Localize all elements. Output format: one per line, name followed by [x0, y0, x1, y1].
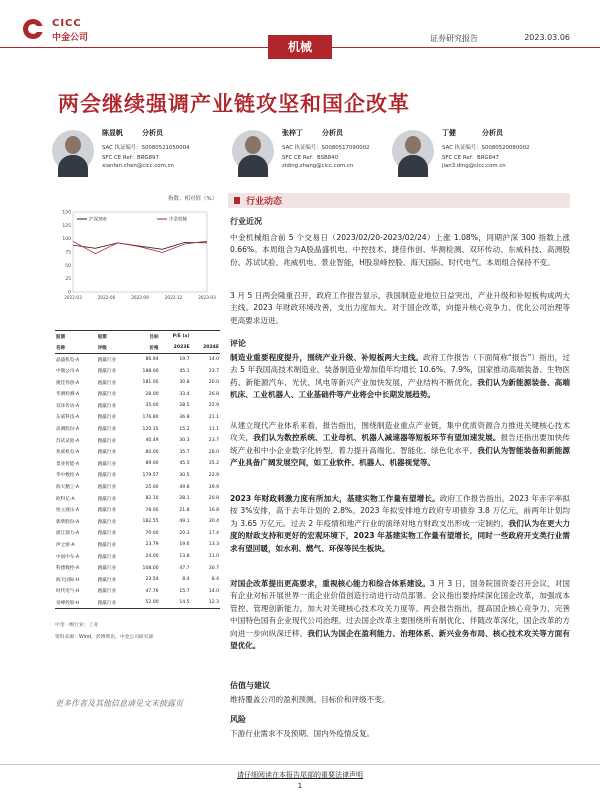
paragraph-comment-2	[230, 420, 570, 470]
table-cell: 11.0	[208, 554, 219, 560]
table-note-source: 资料来源：Wind，彭博资讯，中金公司研究部	[55, 635, 154, 640]
analyst-card	[392, 126, 567, 186]
table-cell: 欧科亿-A	[56, 496, 75, 502]
table-cell: 21.8	[179, 507, 190, 513]
comment-1-body: 政府工作报告（下面简称“报告”）指出，过去 5 年我国高技术制造业、装备制造业增加值年均增长 10.6%、7.9%，国家推动高端装备、生物医药、新能源汽车、光伏、风电等新兴产业加快发展，产业结构不断优化。	[230, 353, 571, 387]
table-cell: 苏试试验-A	[56, 438, 80, 444]
coverage-table	[55, 330, 220, 609]
table-cell: 跑赢行业	[97, 438, 117, 444]
table-cell: 49.1	[179, 519, 190, 525]
paragraph-valuation: 维持覆盖公司的盈利预测、目标价和评级不变。	[230, 695, 390, 704]
table-cell: 11.1	[208, 426, 219, 432]
table-cell: 海天国际-H	[56, 577, 80, 583]
x-tick-label: 2022-03	[64, 295, 82, 300]
table-header-cell: 名称	[56, 345, 66, 351]
table-row	[55, 377, 220, 389]
table-cell: 33.7	[208, 368, 219, 374]
analyst-sac: SAC 执证编号：S0080520080002	[442, 145, 530, 151]
table-cell: 36.8	[179, 414, 190, 420]
table-cell: 20.0	[208, 380, 219, 386]
table-row	[55, 493, 220, 505]
table-row	[55, 446, 220, 458]
table-cell: 华测检测-A	[56, 392, 80, 398]
y-tick-label: 100	[62, 237, 71, 243]
analyst-sfc: SFC CE Ref：BRG847	[442, 155, 499, 161]
analyst-card	[52, 126, 227, 186]
table-row	[55, 597, 220, 609]
table-cell: 40.49	[145, 438, 159, 444]
table-cell: 49.8	[179, 484, 190, 490]
table-row	[55, 354, 220, 366]
table-cell: 跑赢行业	[97, 427, 117, 433]
comment-1-conclusion: 我们认为新能源装备、高端机床、工业机器人、工业基础件等产业将会中长期发展趋势。	[230, 377, 571, 400]
table-cell: 35.00	[145, 403, 159, 409]
comment-4-lead: 对国企改革提出更高要求，重视核心能力和综合体系建设。	[230, 579, 430, 588]
analyst-role: 分析员	[482, 129, 503, 137]
heading-risk: 风险	[230, 715, 246, 724]
y-tick-label: 125	[62, 223, 71, 229]
table-cell: 24.00	[145, 554, 159, 560]
comment-4-body: 3 月 3 日，国务院国资委召开会议，对国有企业对标开展世界一流企业价值创造行动进行动员部署。会议指出要持续深化国企改革，加强成本管控、管理创新能力，加大对关键核心技术攻关力度等。两会报告指出，提高国企核心竞争力，完善中国特色国有企业现代公司治理。过去国企改革主要围绕所有制优化、伴随改革深化，国企改革的方向进一步向纵深迁移。	[230, 579, 570, 638]
table-cell: 78.00	[145, 507, 159, 513]
analyst-sac: SAC 执证编号：S0080517090002	[282, 145, 370, 151]
table-cell: 86.94	[145, 357, 159, 363]
analyst-email[interactable]: jian3.ding@cicc.com.cn	[442, 163, 506, 169]
series-line	[73, 241, 207, 253]
table-row	[55, 504, 220, 516]
table-cell: 45.5	[179, 461, 190, 467]
paragraph-comment-3	[230, 493, 570, 555]
table-cell: 跑赢行业	[97, 542, 117, 548]
table-cell: 恒立液压-A	[56, 508, 80, 514]
table-header-row	[55, 342, 220, 354]
table-cell: 跑赢行业	[97, 554, 117, 560]
analyst-email[interactable]: xianfan.chen@cicc.com.cn	[102, 163, 174, 169]
table-cell: 22.9	[208, 403, 219, 409]
table-cell: 跑赢行业	[97, 508, 117, 514]
y-tick-label: 150	[62, 210, 71, 216]
table-cell: 120.15	[142, 426, 159, 432]
table-cell: 28.00	[145, 391, 159, 397]
table-cell: 45.1	[179, 368, 190, 374]
table-cell: 33.4	[179, 391, 190, 397]
table-row	[55, 528, 220, 540]
page-number: 1	[297, 782, 303, 790]
table-cell: 东威科技-A	[56, 415, 80, 421]
comment-3-lead: 2023 年财政刺激力度有所加大，基建实物工作量有望增长。	[230, 494, 440, 503]
chart-unit-label: 指数：相对值（%）	[168, 196, 218, 202]
table-cell: 70.00	[145, 530, 159, 536]
section-header	[228, 193, 570, 208]
y-tick-label: 25	[65, 277, 71, 283]
analyst-card	[232, 126, 407, 186]
disclosure-note: 更多作者及其他信息请见文末披露页	[55, 699, 183, 708]
comment-1-lead: 制造业重要程度提升，围绕产业升级、补短板两大主线。	[230, 353, 424, 362]
comment-3-body: 政府工作报告指出，2023 年赤字率拟按 3%安排，高于去年计划的 2.8%。2023 年拟安排地方政府专项债券 3.8 万亿元，前两年计划均为 3.65 万亿元。过去 2 年疫情和地产行业的演绎对地方财政支出形成一定制约，	[230, 494, 570, 528]
table-cell: 13.8	[179, 554, 190, 560]
table-cell: 跑赢行业	[97, 473, 117, 479]
table-row	[55, 412, 220, 424]
table-cell: 新柴股份-A	[56, 519, 80, 525]
table-cell: 82.10	[145, 496, 159, 502]
paragraph-recent-1: 中金机械组合前 5 个交易日（2023/02/20-2023/02/24）上涨 1.08%，同期沪深 300 指数上涨 0.66%。本周组合为A股晶盛机电、中控技术、捷佳伟创、华测检测、双环传动、东威科技、高测股份、苏试试验、兆威机电、景业智能，H股泉峰控股、海天国际、时代电气。本周组合保持不变。	[230, 233, 570, 267]
table-cell: 华中数控-A	[56, 473, 80, 479]
table-cell: 39.9	[208, 484, 219, 490]
table-cell: 跑赢行业	[97, 589, 117, 595]
table-cell: 15.7	[179, 588, 190, 594]
table-header-cell: 价格	[149, 345, 159, 351]
analyst-sfc: SFC CE Ref：BSB840	[282, 155, 339, 161]
table-cell: 跑赢行业	[97, 485, 117, 491]
table-cell: 19.7	[179, 357, 190, 363]
table-cell: 179.57	[142, 472, 159, 478]
table-cell: 跑赢行业	[97, 415, 117, 421]
y-tick-label: 50	[65, 263, 71, 269]
analyst-sac: SAC 执证编号：S0080521050004	[102, 145, 190, 151]
table-header-cell: 目标	[149, 334, 159, 340]
table-cell: 跑赢行业	[97, 403, 117, 409]
analyst-email[interactable]: ziding.zhang@cicc.com.cn	[282, 163, 354, 169]
table-header-cell	[191, 331, 220, 343]
table-row	[55, 481, 220, 493]
table-cell: 23.54	[145, 577, 159, 583]
table-cell: 14.0	[208, 588, 219, 594]
report-date: 2023.03.06	[524, 33, 570, 42]
cicc-logo-icon	[22, 18, 48, 40]
table-header-cell: 2023E	[173, 345, 190, 351]
table-cell: 浙江鼎力-A	[56, 531, 80, 537]
table-row	[55, 516, 220, 528]
heading-valuation: 估值与建议	[230, 681, 270, 690]
table-cell: 8.4	[182, 577, 190, 583]
table-cell: 伊之密-A	[56, 542, 75, 548]
analyst-name: 陈显帆	[102, 129, 123, 137]
table-cell: 17.4	[208, 530, 219, 536]
table-cell: 30.4	[208, 519, 219, 525]
x-tick-label: 2022-09	[131, 295, 149, 300]
table-cell: 30.8	[179, 380, 190, 386]
report-title: 两会继续强调产业链攻坚和国企改革	[58, 92, 410, 116]
table-cell: 跑赢行业	[97, 566, 117, 572]
analyst-sfc: SFC CE Ref：BRG897	[102, 155, 159, 161]
table-cell: 14.5	[179, 600, 190, 606]
table-row	[55, 365, 220, 377]
section-marker-icon	[234, 197, 240, 204]
analyst-role: 分析员	[322, 129, 343, 137]
table-cell: 跑赢行业	[97, 380, 117, 386]
logo-name: CICC	[52, 18, 82, 29]
paragraph-comment-4	[230, 578, 570, 652]
table-cell: 30.7	[208, 565, 219, 571]
table-header-cell: 评级	[97, 345, 107, 351]
y-tick-label: 75	[65, 250, 71, 256]
table-cell: 23.7	[208, 438, 219, 444]
table-row	[55, 539, 220, 551]
table-cell: 跑赢行业	[97, 450, 117, 456]
table-cell: 14.0	[208, 357, 219, 363]
table-cell: 科德数控-A	[56, 566, 80, 572]
table-cell: 80.00	[145, 449, 159, 455]
table-cell: 28.0	[208, 449, 219, 455]
avatar	[52, 130, 94, 172]
table-cell: 108.00	[142, 565, 159, 571]
table-cell: 16.8	[208, 507, 219, 513]
table-cell: 176.80	[142, 414, 159, 420]
table-cell: 47.7	[179, 565, 190, 571]
table-row	[55, 586, 220, 598]
comment-3-conclusion: 我们认为在更大力度的财政支持和更好的宏观环境下，2023 年基建实物工作量有望增长，同时一些政府开支类行业需求有望回暖，如水利、燃气、环保等民生板块。	[230, 518, 570, 553]
paragraph-comment-1	[230, 352, 570, 402]
table-cell: 13.3	[208, 542, 219, 548]
table-cell: 19.6	[179, 542, 190, 548]
table-cell: 23.79	[145, 542, 159, 548]
table-header-row	[55, 331, 220, 343]
table-cell: 跑赢行业	[97, 531, 117, 537]
legend-label: 中金机械	[169, 217, 187, 223]
table-cell: 35.7	[179, 449, 190, 455]
table-row	[55, 423, 220, 435]
legal-notice-link[interactable]: 请仔细阅读在本报告尾部的重要法律声明	[237, 771, 363, 779]
table-cell: 跑赢行业	[97, 496, 117, 502]
paragraph-recent-2: 3 月 5 日两会隆重召开，政府工作报告显示，我国制造业地位日益突出，产业升级和补短板构成两大主线。2023 年财政环境改善，支出力度加大。对于国企改革，向提升核心竞争力、优化公司治理等更高要求迈进。	[230, 291, 570, 325]
table-cell: 52.00	[145, 600, 159, 606]
table-row	[55, 574, 220, 586]
table-cell: 182.55	[142, 519, 159, 525]
legend-label: 沪深300	[89, 217, 107, 223]
analyst-name: 张梓丁	[282, 129, 303, 137]
avatar	[392, 130, 434, 172]
table-cell: 35.2	[208, 461, 219, 467]
table-cell: 89.00	[145, 461, 159, 467]
table-cell: 15.2	[179, 426, 190, 432]
table-cell: 25.00	[145, 484, 159, 490]
table-cell: 跑赢行业	[97, 519, 117, 525]
table-cell: 时代电气-H	[56, 589, 80, 595]
comment-4-conclusion: 我们认为国企在盈利能力、治理体系、新兴业务布局、核心技术攻关等方面有望优化。	[230, 628, 571, 651]
table-cell: 跑赢行业	[97, 577, 117, 583]
table-row	[55, 388, 220, 400]
table-cell: 跑赢行业	[97, 369, 117, 375]
table-cell: 12.3	[208, 600, 219, 606]
table-cell: 跑赢行业	[97, 392, 117, 398]
table-header-cell: 2024E	[203, 345, 219, 351]
x-tick-label: 2022-12	[164, 295, 183, 300]
table-cell: 捷佳伟创-A	[56, 380, 80, 386]
analyst-name: 丁健	[442, 129, 456, 137]
table-cell: 跑赢行业	[97, 600, 117, 606]
table-row	[55, 562, 220, 574]
table-cell: 双环传动-A	[56, 403, 80, 409]
table-cell: 泉峰控股-H	[56, 600, 80, 606]
table-cell: 跑赢行业	[97, 357, 117, 363]
table-row	[55, 400, 220, 412]
table-row	[55, 470, 220, 482]
x-tick-label: 2023-03	[198, 295, 216, 300]
table-cell: 高测股份-A	[56, 427, 80, 433]
heading-recent: 行业近况	[230, 217, 262, 226]
table-header-cell: 股票	[56, 334, 66, 340]
table-cell: 中微公司-A	[56, 369, 80, 375]
comment-2-body2: 报告还指出要加快传统产业和中小企业数字化转型，着力提升高端化、智能化、绿色化水平，	[230, 433, 571, 455]
table-cell: 中国中车-A	[56, 554, 80, 560]
table-cell: 景业智能-A	[56, 461, 80, 467]
sector-tag: 机械	[268, 35, 332, 59]
table-cell: 晶盛机电-A	[56, 357, 80, 363]
table-cell: 兆威机电-A	[56, 450, 80, 456]
table-cell: 20.8	[208, 496, 219, 502]
table-row	[55, 458, 220, 470]
index-line-chart	[55, 206, 216, 306]
table-header-cell: 股票	[97, 334, 107, 340]
table-cell: 21.1	[208, 414, 219, 420]
report-type: 证券研究报告	[430, 34, 478, 43]
y-tick-label: 0	[68, 290, 71, 296]
heading-comment: 评论	[230, 339, 246, 348]
table-cell: 海天精工-A	[56, 485, 80, 491]
avatar	[232, 130, 274, 172]
table-cell: 28.1	[179, 496, 190, 502]
footer-divider	[0, 764, 600, 765]
table-note-sector: 中金一级行业：工业	[55, 623, 99, 628]
table-cell: 8.4	[211, 577, 219, 583]
table-cell: 188.00	[142, 368, 159, 374]
paragraph-risk: 下游行业需求不及预期、国内外疫情反复。	[230, 729, 375, 738]
table-cell: 181.00	[142, 380, 159, 386]
table-cell: 28.5	[179, 403, 190, 409]
table-row	[55, 435, 220, 447]
table-header-cell: P/E (x)	[172, 334, 190, 340]
table-cell: 26.8	[208, 391, 219, 397]
table-cell: 30.5	[179, 472, 190, 478]
section-title: 行业动态	[246, 197, 283, 207]
comment-2-conclusion: 我们认为智能装备和新能源产业具备广阔发展空间，如工业软件、机器人、机器视觉等。	[230, 445, 571, 468]
x-tick-label: 2022-06	[97, 295, 116, 300]
comment-2-body: 从建立现代产业体系来看，报告指出，围绕制造业重点产业链，集中优质资源合力推进关键核心技术攻关，	[230, 421, 570, 443]
table-cell: 20.3	[179, 530, 190, 536]
table-cell: 22.9	[208, 472, 219, 478]
table-cell: 30.3	[179, 438, 190, 444]
table-cell: 47.76	[145, 588, 159, 594]
table-cell: 跑赢行业	[97, 461, 117, 467]
logo-cn: 中金公司	[52, 33, 89, 43]
comment-2-lead: 我们认为数控系统、工业母机、机器人减速器等短板环节有望加速发展。	[253, 433, 501, 443]
analyst-role: 分析员	[142, 129, 163, 137]
table-row	[55, 551, 220, 563]
